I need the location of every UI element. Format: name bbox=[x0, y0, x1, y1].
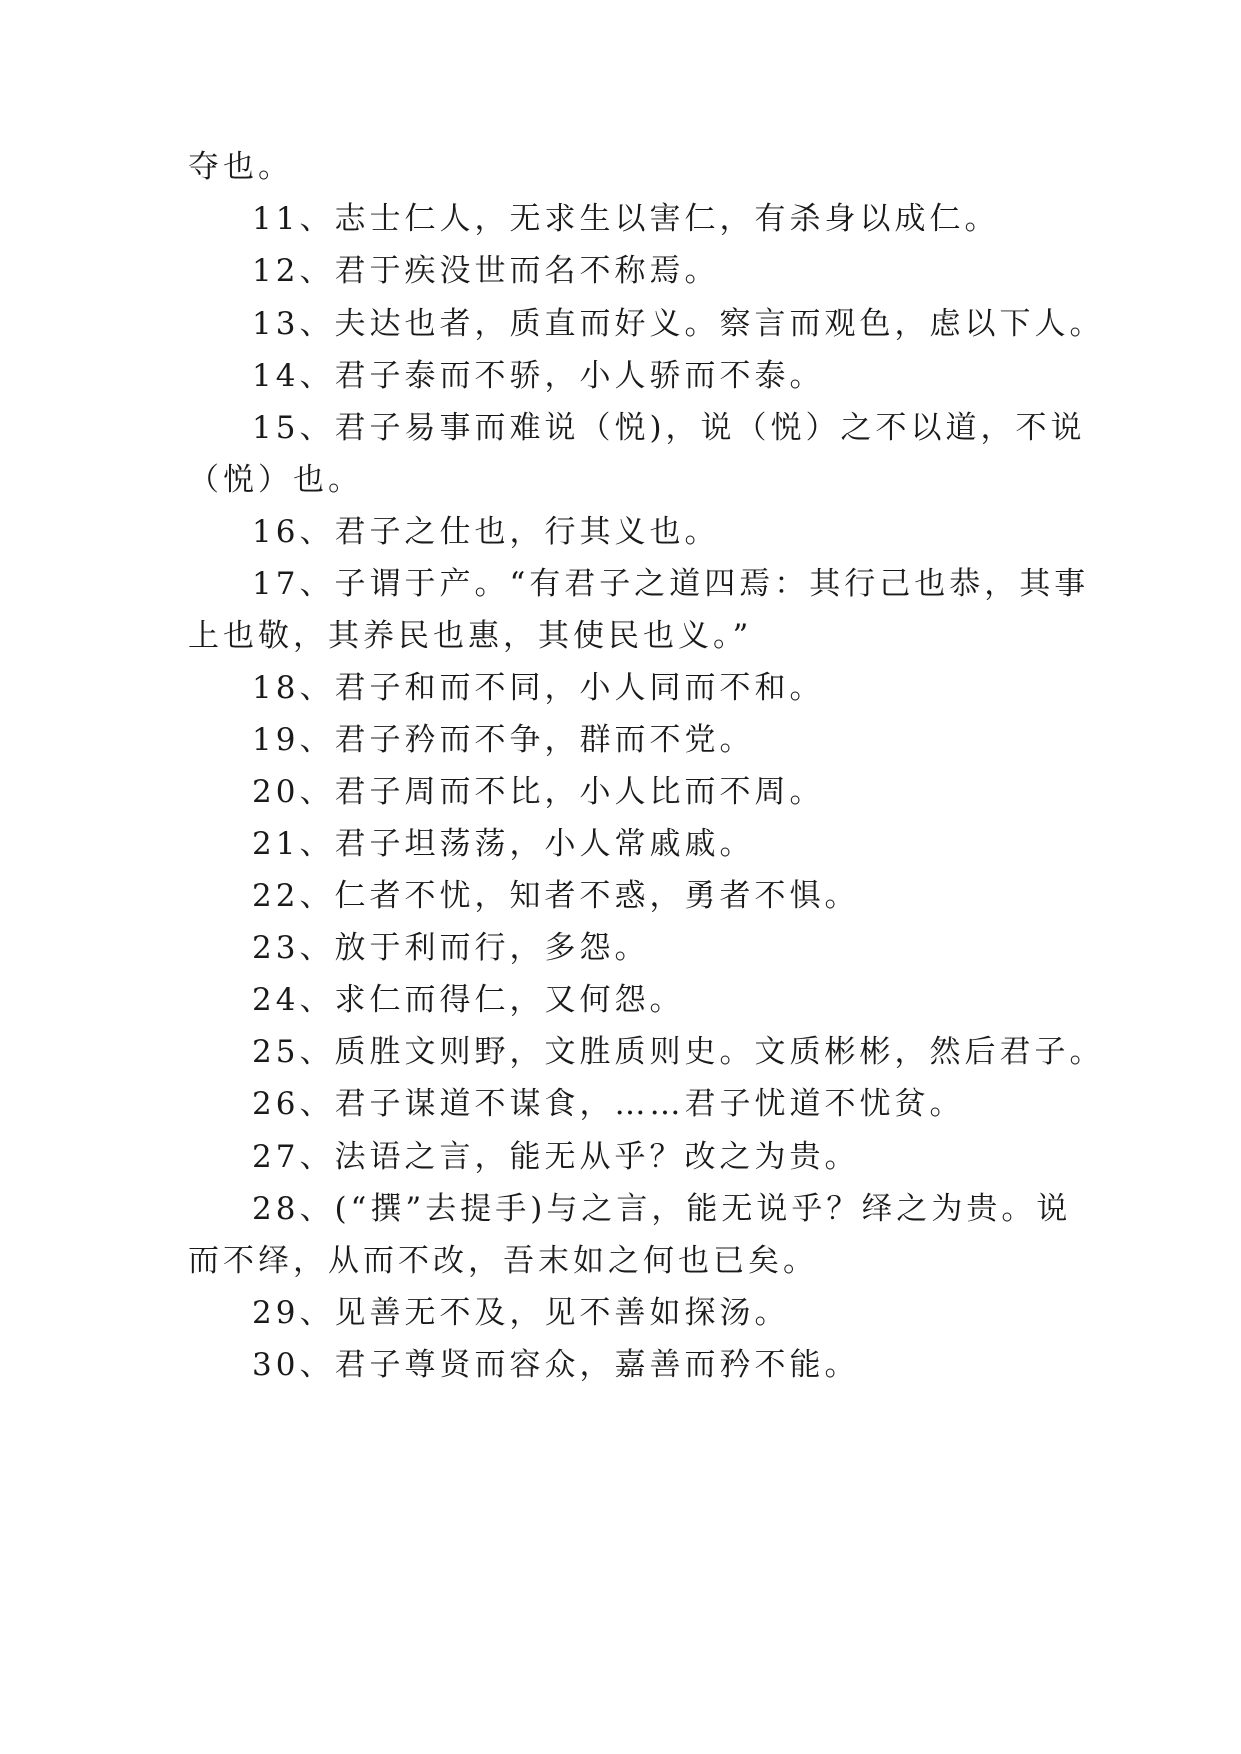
list-item: 13、夫达也者，质直而好义。察言而观色，虑以下人。 bbox=[252, 306, 1105, 342]
list-item: 12、君于疾没世而名不称焉。 bbox=[252, 253, 720, 289]
list-item: 21、君子坦荡荡，小人常戚戚。 bbox=[252, 826, 755, 862]
list-item: 19、君子矜而不争，群而不党。 bbox=[252, 722, 755, 758]
list-item: 20、君子周而不比，小人比而不周。 bbox=[252, 774, 825, 810]
list-item: 25、质胜文则野，文胜质则史。文质彬彬，然后君子。 bbox=[252, 1034, 1105, 1070]
text-line: 而不绎，从而不改，吾末如之何也已矣。 bbox=[188, 1243, 818, 1279]
list-item: 29、见善无不及，见不善如探汤。 bbox=[252, 1295, 790, 1331]
text-line: （悦）也。 bbox=[188, 462, 363, 498]
list-item: 27、法语之言，能无从乎？改之为贵。 bbox=[252, 1139, 860, 1175]
list-item: 14、君子泰而不骄，小人骄而不泰。 bbox=[252, 358, 825, 394]
list-item: 18、君子和而不同，小人同而不和。 bbox=[252, 670, 825, 706]
list-item: 26、君子谋道不谋食，……君子忧道不忧贫。 bbox=[252, 1086, 965, 1122]
list-item: 24、求仁而得仁，又何怨。 bbox=[252, 982, 685, 1018]
text-line: 夺也。 bbox=[188, 149, 293, 185]
list-item: 30、君子尊贤而容众，嘉善而矜不能。 bbox=[252, 1347, 860, 1383]
list-item: 22、仁者不忧，知者不惑，勇者不惧。 bbox=[252, 878, 860, 914]
list-item: 15、君子易事而难说（悦)，说（悦）之不以道，不说 bbox=[252, 410, 1086, 446]
list-item: 16、君子之仕也，行其义也。 bbox=[252, 514, 720, 550]
list-item: 23、放于利而行，多怨。 bbox=[252, 930, 650, 966]
list-item: 17、子谓于产。“有君子之道四焉：其行己也恭，其事 bbox=[252, 566, 1090, 602]
list-item: 11、志士仁人，无求生以害仁，有杀身以成仁。 bbox=[252, 201, 1000, 237]
text-line: 上也敬，其养民也惠，其使民也义。” bbox=[188, 618, 753, 654]
list-item: 28、(“撰”去提手)与之言，能无说乎？绎之为贵。说 bbox=[252, 1191, 1072, 1227]
